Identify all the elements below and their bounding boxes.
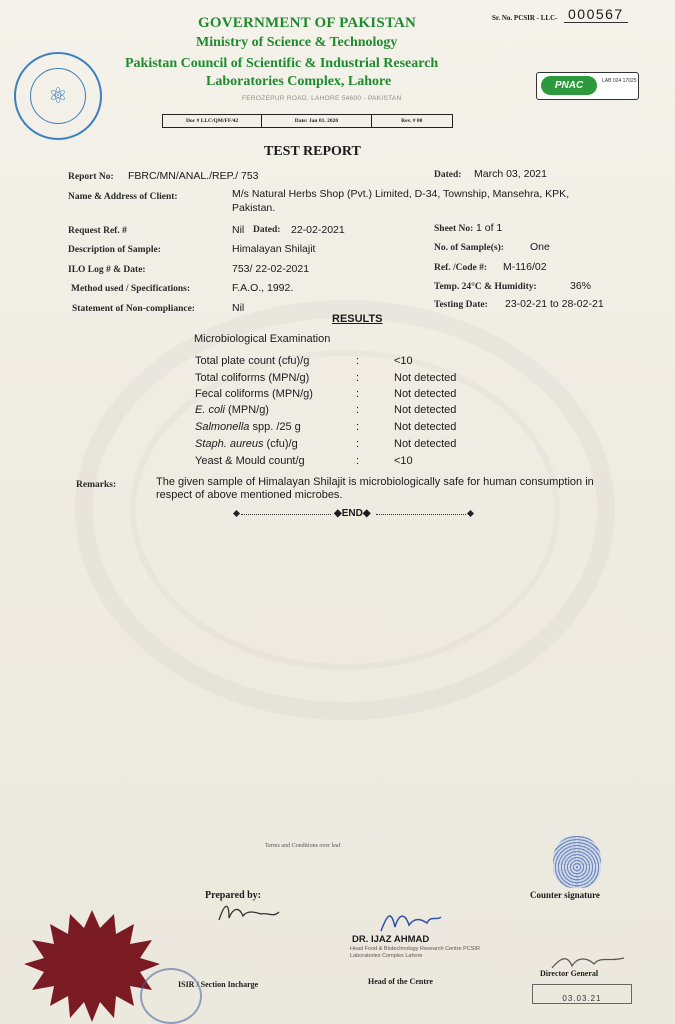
dated-value: March 03, 2021 [474,168,547,180]
result-colon: : [356,421,360,433]
pnac-code: LAB 024 17025 [602,78,637,84]
director-label: Director General [540,969,599,978]
doc-revision: Rev. # 00 [401,118,423,124]
result-param [195,438,298,450]
council-title: Pakistan Council of Scientific & Industrial Research [125,56,439,71]
doc-date: Date: Jan 01. 2020 [262,115,371,127]
microbiological-heading: Microbiological Examination [194,333,331,345]
ilo-label: ILO Log # & Date: [68,265,146,275]
report-no-label: Report No: [68,172,114,182]
red-wax-seal-icon [22,906,162,1024]
end-line-left [241,514,331,515]
result-value: <10 [394,455,413,467]
result-param: Total plate count (cfu)/g [195,355,310,367]
prepared-by-label: Prepared by: [205,890,262,901]
client-line-2: Pakistan. [232,202,276,214]
method-label: Method used / Specifications: [71,284,191,294]
end-marker: ◆END◆ [334,508,371,519]
results-heading: RESULTS [332,313,383,325]
ref-value: M-116/02 [503,261,547,273]
request-dated-label: Dated: [253,225,281,235]
testing-label: Testing Date: [434,300,488,310]
report-no-value: FBRC/MN/ANAL./REP./ 753 [128,170,259,182]
result-param-rest: (cfu)/g [263,438,298,450]
noncompliance-label: Statement of Non-compliance: [72,304,195,314]
result-param-rest: spp. /25 g [249,421,301,433]
ilo-value: 753/ 22-02-2021 [232,263,310,275]
laboratories-title: Laboratories Complex, Lahore [206,74,392,89]
pcsir-seal-icon [14,52,102,140]
testing-value: 23-02-21 to 28-02-21 [505,298,604,310]
prepared-signature-icon [215,898,285,928]
head-signature-icon [375,905,445,937]
result-param: Yeast & Mould count/g [195,455,305,467]
result-param [195,404,269,416]
method-value: F.A.O., 1992. [232,282,294,294]
thumbprint-icon [553,836,601,888]
end-label: END [341,508,363,519]
request-label: Request Ref. # [68,226,127,236]
result-param: Total coliforms (MPN/g) [195,372,310,384]
ministry-title: Ministry of Science & Technology [196,35,398,50]
noncompliance-value: Nil [232,302,245,314]
request-value: Nil [232,224,245,236]
result-param-italic: E. coli [195,404,225,416]
official-stamp-icon [140,968,202,1024]
samples-count-value: One [530,241,550,253]
client-label: Name & Address of Client: [68,192,178,202]
head-title-stamp: Head Food & Biotechnology Research Centre PCSIR Laboratories Complex Lahore [350,946,480,959]
result-colon: : [356,372,360,384]
temp-label: Temp. 24°C & Humidity: [434,282,537,292]
result-value: Not detected [394,421,457,433]
director-date-stamp: 03.03.21 [532,984,632,1004]
sample-value: Himalayan Shilajit [232,243,316,255]
result-value: Not detected [394,388,457,400]
serial-label: Sr. No. PCSIR - LLC- [492,14,558,22]
result-colon: : [356,388,360,400]
result-param-italic: Salmonella [195,421,250,433]
end-line-right [376,514,466,515]
sheet-label: Sheet No: [434,224,474,234]
result-param-italic: Staph. aureus [195,438,264,450]
address-line: FEROZEPUR ROAD, LAHORE 54600 - PAKISTAN [242,95,402,102]
samples-count-label: No. of Sample(s): [434,243,504,253]
dated-label: Dated: [434,170,462,180]
temp-value: 36% [570,280,592,292]
counter-signature-label: Counter signature [530,890,600,900]
result-colon: : [356,404,360,416]
result-value: Not detected [394,404,457,416]
serial-number: 000567 [564,6,628,23]
result-colon: : [356,438,360,450]
result-value: Not detected [394,438,457,450]
sample-label: Description of Sample: [68,245,161,255]
page-title: TEST REPORT [264,144,361,159]
result-param [195,421,301,433]
pnac-badge [536,72,639,100]
result-colon: : [356,355,360,367]
result-param: Fecal coliforms (MPN/g) [195,388,313,400]
result-value: Not detected [394,372,457,384]
section-incharge-label: ISIR / Section Incharge [178,980,259,989]
head-name: DR. IJAZ AHMAD [352,934,430,945]
result-value: <10 [394,355,413,367]
ref-label: Ref. /Code #: [434,263,488,273]
result-param-rest: (MPN/g) [224,404,269,416]
request-dated-value: 22-02-2021 [291,224,345,236]
client-line-1: M/s Natural Herbs Shop (Pvt.) Limited, D-34, Township, Mansehra, KPK, [232,188,570,200]
result-colon: : [356,455,360,467]
pnac-label: PNAC [541,76,597,95]
document-control-bar [162,114,453,128]
remarks-label: Remarks: [76,480,117,490]
doc-number: Doc # LLC/QM/FF/42 [163,115,262,127]
remarks-text: The given sample of Himalayan Shilajit is microbiologically safe for human consumption in respect of above mentioned microbes. [156,476,594,501]
sheet-value: 1 of 1 [476,222,503,234]
government-title: GOVERNMENT OF PAKISTAN [198,15,417,31]
terms-note: Terms and Conditions over leaf [265,843,341,849]
atom-icon: ⚛ [30,68,86,124]
head-of-centre-label: Head of the Centre [368,977,433,986]
